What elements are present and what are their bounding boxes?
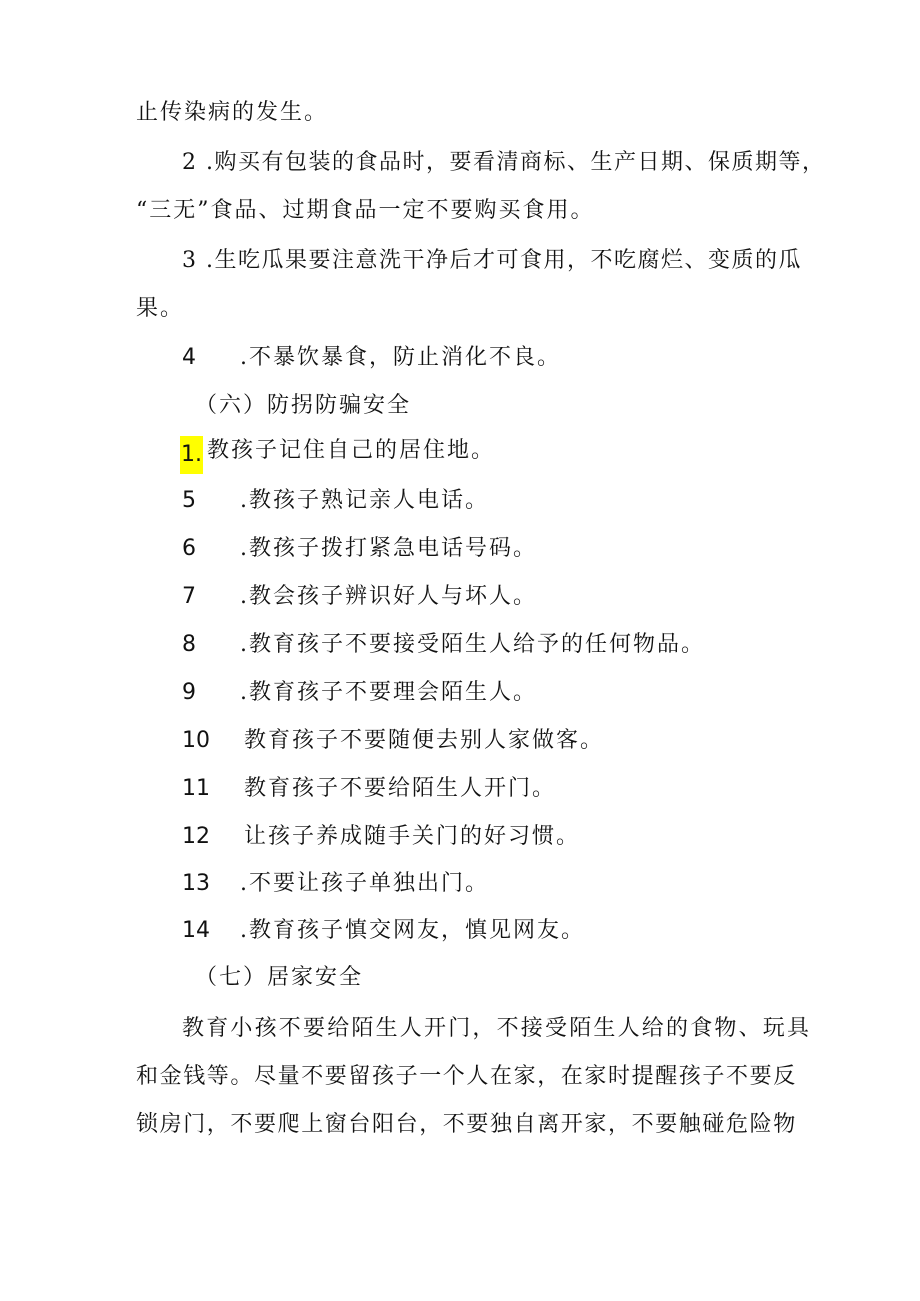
list-item-text: 教育孩子不要给陌生人开门。 [244,776,557,801]
list-item-text: 教育孩子不要随便去别人家做客。 [244,728,605,753]
section-heading-anti-abduction: （六）防拐防骗安全 [195,393,412,418]
section-heading-home-safety: （七）居家安全 [195,965,364,990]
highlighted-list-number: 1. [180,436,203,474]
list-item-number: 4 [182,345,196,370]
list-item-text: 让孩子养成随手关门的好习惯。 [244,824,581,849]
list-item-number: 9 [182,680,196,705]
list-item-number: 7 [182,584,196,609]
list-item-number: 11 [182,776,210,801]
list-item-number: 10 [182,728,210,753]
list-item-number: 14 [182,918,210,943]
list-item-number: 13 [182,871,210,896]
list-item-number: 6 [182,536,196,561]
food-item-3-line-2: 果。 [136,296,185,321]
food-item-3-line-1: 3 .生吃瓜果要注意洗干净后才可食用，不吃腐烂、变质的瓜 [182,248,802,273]
list-item-text: .教育孩子不要接受陌生人给予的任何物品。 [240,632,705,657]
paragraph-continuation: 止传染病的发生。 [136,100,329,125]
list-item-text: .教孩子拨打紧急电话号码。 [240,536,537,561]
paragraph-line-3: 锁房门，不要爬上窗台阳台，不要独自离开家，不要触碰危险物 [136,1112,797,1137]
list-item-text: .不暴饮暴食，防止消化不良。 [240,345,561,370]
list-item-number: 8 [182,632,196,657]
list-item-text: .不要让孩子单独出门。 [240,871,489,896]
list-item-number: 5 [182,488,196,513]
list-item-text: .教育孩子不要理会陌生人。 [240,680,537,705]
list-item-text: 教孩子记住自己的居住地。 [207,438,496,463]
food-item-2-line-2: “三无”食品、过期食品一定不要购买食用。 [136,198,595,223]
list-item-number: 12 [182,824,210,849]
food-item-2-line-1: 2 .购买有包装的食品时，要看清商标、生产日期、保质期等， [182,150,826,175]
list-item-text: .教会孩子辨识好人与坏人。 [240,584,537,609]
list-item-text: .教育孩子慎交网友，慎见网友。 [240,918,585,943]
list-item-text: .教孩子熟记亲人电话。 [240,488,489,513]
paragraph-line-1: 教育小孩不要给陌生人开门，不接受陌生人给的食物、玩具 [182,1016,812,1041]
paragraph-line-2: 和金钱等。尽量不要留孩子一个人在家，在家时提醒孩子不要反 [136,1064,797,1089]
